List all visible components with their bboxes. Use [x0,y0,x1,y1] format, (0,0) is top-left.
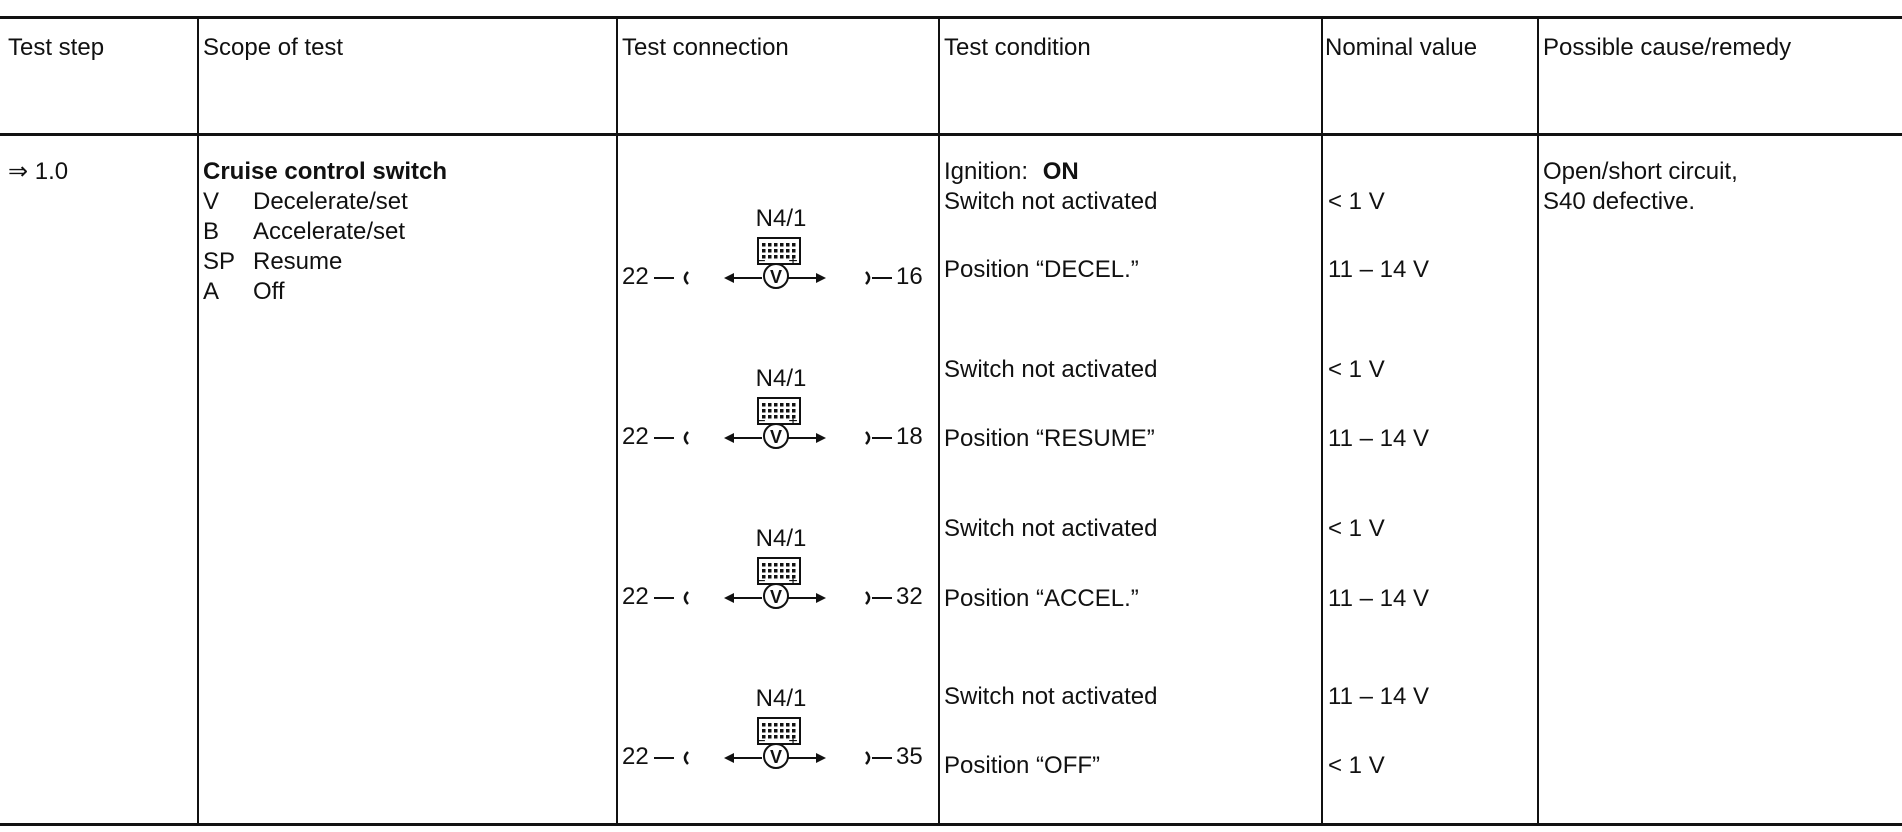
module-label: N4/1 [755,205,807,232]
scope-item-code: V [203,188,220,215]
condition-on: Position “ACCEL.” [944,585,1139,612]
right-plug [866,432,869,444]
condition-off: Switch not activated [944,356,1158,383]
plus-sign: + [788,733,798,750]
voltmeter-icon [620,690,936,780]
header-test-connection: Test connection [622,34,789,61]
scope-item-label: Resume [253,248,343,275]
plus-sign: + [788,253,798,270]
nominal-off: < 1 V [1328,356,1385,383]
condition-off: Switch not activated [944,188,1158,215]
plus-sign: + [788,573,798,590]
column-divider-cause [1537,16,1539,826]
left-plug [685,592,688,604]
scope-item-code: A [203,278,220,305]
test-connection-diagram [620,685,936,780]
cause-line: S40 defective. [1543,188,1696,215]
condition-on: Position “RESUME” [944,425,1155,452]
pin-b-label: 35 [896,743,923,770]
voltmeter-icon [620,370,936,460]
table-bottom-rule [0,823,1902,826]
column-divider-scope [197,16,199,826]
scope-item-code: SP [203,248,236,275]
left-arrowhead [724,273,734,283]
minus-sign: − [756,733,766,750]
scope-item [203,188,408,216]
nominal-off: < 1 V [1328,515,1385,542]
scope-item [203,248,342,276]
column-divider-nominal [1321,16,1323,826]
left-arrowhead [724,433,734,443]
voltmeter-v: V [769,747,783,767]
right-arrowhead [816,593,826,603]
minus-sign: − [756,573,766,590]
right-arrowhead [816,753,826,763]
voltmeter-v: V [769,587,783,607]
pin-b-label: 18 [896,423,923,450]
test-connection-diagram [620,365,936,460]
header-test-condition: Test condition [944,34,1091,61]
pin-a-label: 22 [622,423,649,450]
right-arrowhead [816,273,826,283]
nominal-on: < 1 V [1328,752,1385,779]
voltmeter-icon [620,530,936,620]
right-plug [866,272,869,284]
scope-title: Cruise control switch [203,158,448,185]
left-plug [685,432,688,444]
header-possible-cause: Possible cause/remedy [1543,34,1792,61]
nominal-on: 11 – 14 V [1328,425,1429,452]
test-connection-diagram [620,525,936,620]
pin-b-label: 32 [896,583,923,610]
scope-item [203,218,405,246]
left-plug [685,272,688,284]
column-divider-connection [616,16,618,826]
scope-item-label: Decelerate/set [253,188,408,215]
pin-a-label: 22 [622,583,649,610]
nominal-on: 11 – 14 V [1328,585,1429,612]
condition-on: Position “DECEL.” [944,256,1139,283]
scope-item-label: Off [253,278,285,305]
pin-a-label: 22 [622,263,649,290]
cause-line: Open/short circuit, [1543,158,1738,185]
module-label: N4/1 [755,525,807,552]
left-arrowhead [724,593,734,603]
header-nominal-value: Nominal value [1325,34,1478,61]
condition-off: Switch not activated [944,683,1158,710]
voltmeter-v: V [769,427,783,447]
module-label: N4/1 [755,365,807,392]
right-arrowhead [816,433,826,443]
plus-sign: + [788,413,798,430]
test-connection-diagram [620,205,936,300]
nominal-off: 11 – 14 V [1328,683,1429,710]
minus-sign: − [756,253,766,270]
left-plug [685,752,688,764]
voltmeter-v: V [769,267,783,287]
condition-off: Switch not activated [944,515,1158,542]
minus-sign: − [756,413,766,430]
nominal-on: 11 – 14 V [1328,256,1429,283]
scope-item [203,278,285,306]
right-plug [866,752,869,764]
header-scope-of-test: Scope of test [203,34,344,61]
header-test-step: Test step [8,34,105,61]
test-step-number: ⇒ 1.0 [8,158,69,185]
nominal-off: < 1 V [1328,188,1385,215]
scope-item-code: B [203,218,220,245]
header-bottom-rule [0,133,1902,136]
condition-on: Position “OFF” [944,752,1101,779]
scope-item-label: Accelerate/set [253,218,406,245]
column-divider-condition [938,16,940,826]
ignition-value: ON [1042,158,1079,185]
left-arrowhead [724,753,734,763]
pin-a-label: 22 [622,743,649,770]
module-label: N4/1 [755,685,807,712]
right-plug [866,592,869,604]
pin-b-label: 16 [896,263,923,290]
ignition-condition [944,158,1079,186]
ignition-label: Ignition: [944,158,1029,185]
table-top-rule [0,16,1902,19]
voltmeter-icon [620,210,936,300]
